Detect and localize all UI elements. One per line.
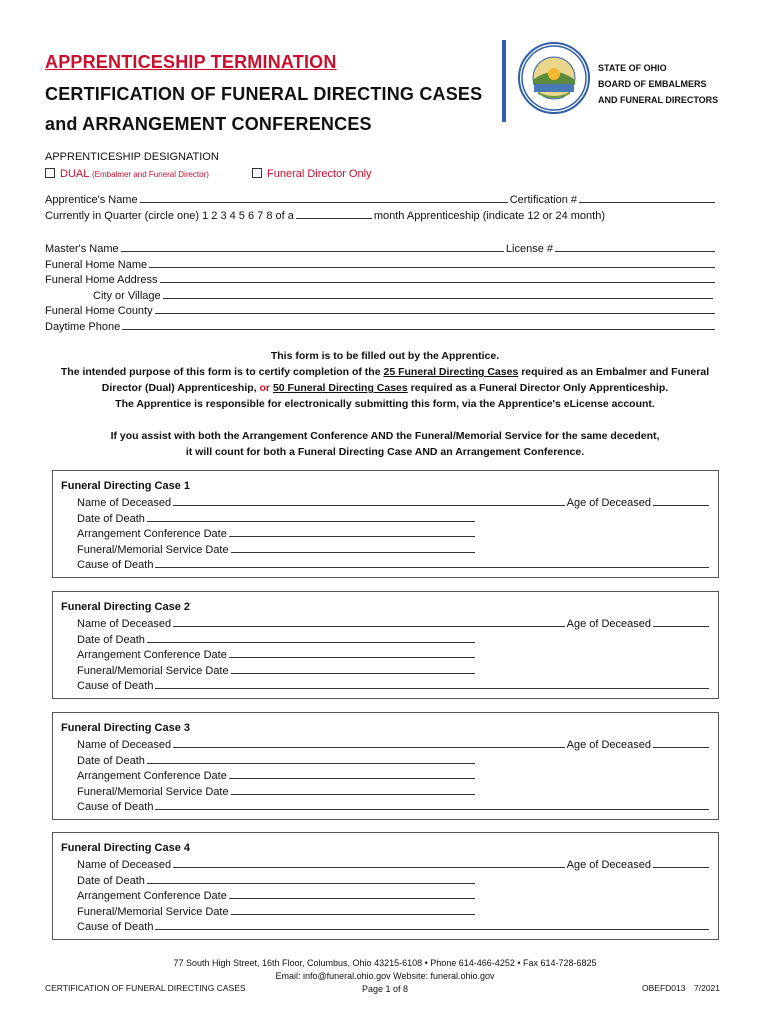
cause-row: [77, 798, 711, 813]
case-box-3: [52, 712, 719, 820]
cause-field[interactable]: [155, 566, 709, 568]
ohio-seal-icon: [518, 42, 590, 114]
deceased-age-field[interactable]: [653, 504, 709, 506]
master-name-field[interactable]: [121, 250, 504, 252]
service-date-row: [77, 662, 477, 677]
cause-field[interactable]: [155, 687, 709, 689]
deceased-age-label: Age of Deceased: [566, 497, 651, 509]
city-field[interactable]: [163, 297, 713, 299]
arrangement-date-label: Arrangement Conference Date: [77, 770, 227, 782]
deceased-name-row: [77, 615, 711, 630]
home-address-field[interactable]: [160, 281, 716, 283]
deceased-name-label: Name of Deceased: [77, 739, 172, 751]
death-date-field[interactable]: [147, 762, 475, 764]
deceased-name-row: [77, 856, 711, 871]
deceased-name-field[interactable]: [173, 746, 564, 748]
deceased-name-row: [77, 494, 711, 509]
form-date: 7/2021: [694, 983, 720, 993]
header-divider: [502, 40, 506, 122]
footer-email-website: Email: info@funeral.ohio.gov Website: funeral.ohio.gov: [275, 971, 495, 981]
arrangement-date-row: [77, 525, 477, 540]
deceased-age-label: Age of Deceased: [566, 618, 651, 630]
phone-row: [45, 318, 717, 333]
quarter-row: [45, 207, 717, 222]
quarter-suffix: month Apprenticeship (indicate 12 or 24 month): [373, 210, 605, 222]
license-field[interactable]: [555, 250, 715, 252]
instruction-line-6: it will count for both a Funeral Directing Case AND an Arrangement Conference.: [185, 446, 585, 458]
case-title: Funeral Directing Case 3: [61, 722, 190, 734]
deceased-age-label: Age of Deceased: [566, 739, 651, 751]
arrangement-date-label: Arrangement Conference Date: [77, 890, 227, 902]
deceased-age-label: Age of Deceased: [566, 859, 651, 871]
service-date-field[interactable]: [231, 672, 475, 674]
cause-label: Cause of Death: [77, 680, 154, 692]
county-field[interactable]: [155, 312, 715, 314]
service-date-label: Funeral/Memorial Service Date: [77, 544, 229, 556]
case-box-4: [52, 832, 719, 940]
arrangement-date-field[interactable]: [229, 777, 475, 779]
case-box-2: [52, 591, 719, 699]
deceased-name-field[interactable]: [173, 866, 564, 868]
license-label: License #: [505, 243, 553, 255]
cause-field[interactable]: [155, 928, 709, 930]
agency-line-1: STATE OF OHIO: [598, 63, 667, 73]
phone-label: Daytime Phone: [45, 321, 121, 333]
case-title: Funeral Directing Case 2: [61, 601, 190, 613]
arrangement-date-row: [77, 887, 477, 902]
deceased-name-label: Name of Deceased: [77, 497, 172, 509]
arrangement-date-field[interactable]: [229, 897, 475, 899]
deceased-name-label: Name of Deceased: [77, 618, 172, 630]
case-box-1: [52, 470, 719, 578]
case-title: Funeral Directing Case 4: [61, 842, 190, 854]
footer-doc-title: CERTIFICATION OF FUNERAL DIRECTING CASES: [45, 983, 246, 993]
death-date-row: [77, 631, 477, 646]
instruction-or: or: [259, 382, 271, 394]
city-label: City or Village: [93, 290, 161, 302]
home-name-row: [45, 256, 717, 271]
death-date-row: [77, 510, 477, 525]
county-label: Funeral Home County: [45, 305, 153, 317]
instruction-line-5: If you assist with both the Arrangement Conference AND the Funeral/Memorial Service for the same decedent,: [110, 430, 660, 442]
death-date-label: Date of Death: [77, 634, 145, 646]
dual-checkbox[interactable]: [45, 168, 55, 178]
instruction-line-3a: Director (Dual) Apprenticeship,: [101, 382, 260, 394]
instruction-line-3: [40, 380, 730, 396]
form-title-line1: CERTIFICATION OF FUNERAL DIRECTING CASES: [45, 84, 483, 104]
deceased-name-field[interactable]: [173, 504, 564, 506]
form-code: OBEFD013: [642, 983, 686, 993]
deceased-age-field[interactable]: [653, 625, 709, 627]
fd-only-option[interactable]: [252, 168, 372, 180]
death-date-field[interactable]: [147, 520, 475, 522]
arrangement-date-field[interactable]: [229, 656, 475, 658]
instruction-line-2a: The intended purpose of this form is to certify completion of the: [60, 366, 384, 378]
instructions: [40, 348, 730, 460]
fd-only-checkbox[interactable]: [252, 168, 262, 178]
form-title-line2: and ARRANGEMENT CONFERENCES: [45, 114, 372, 134]
apprentice-name-row: [45, 191, 717, 206]
home-name-label: Funeral Home Name: [45, 259, 148, 271]
cause-row: [77, 556, 711, 571]
death-date-row: [77, 872, 477, 887]
instruction-line-4: The Apprentice is responsible for electronically submitting this form, via the Apprentice's eLicense account.: [115, 398, 655, 410]
death-date-label: Date of Death: [77, 513, 145, 525]
apprentice-name-field[interactable]: [140, 201, 508, 203]
dual-option[interactable]: [45, 168, 209, 180]
home-name-field[interactable]: [149, 266, 715, 268]
case-title: Funeral Directing Case 1: [61, 480, 190, 492]
service-date-row: [77, 783, 477, 798]
service-date-label: Funeral/Memorial Service Date: [77, 786, 229, 798]
certification-label: Certification #: [509, 194, 577, 206]
agency-line-2: BOARD OF EMBALMERS: [598, 79, 707, 89]
service-date-label: Funeral/Memorial Service Date: [77, 906, 229, 918]
death-date-label: Date of Death: [77, 755, 145, 767]
city-row: [93, 287, 715, 302]
arrangement-date-row: [77, 767, 477, 782]
form-title-red: APPRENTICESHIP TERMINATION: [45, 52, 337, 72]
service-date-field[interactable]: [231, 913, 475, 915]
quarter-label: Currently in Quarter (circle one) 1 2 3 4 5 6 7 8 of a: [45, 210, 294, 222]
death-date-row: [77, 752, 477, 767]
page-number: Page 1 of 8: [361, 984, 409, 994]
apprentice-name-label: Apprentice's Name: [45, 194, 138, 206]
instruction-line-2: [40, 364, 730, 380]
cause-row: [77, 918, 711, 933]
service-date-row: [77, 541, 477, 556]
cause-label: Cause of Death: [77, 921, 154, 933]
deceased-name-row: [77, 736, 711, 751]
home-address-row: [45, 271, 717, 286]
instruction-line-1: This form is to be filled out by the Apprentice.: [270, 350, 500, 362]
deceased-age-field[interactable]: [653, 866, 709, 868]
cause-field[interactable]: [155, 808, 709, 810]
instruction-line-3c: required as a Funeral Director Only Apprenticeship.: [407, 382, 669, 394]
phone-field[interactable]: [122, 328, 715, 330]
dual-label: DUAL: [60, 168, 89, 180]
deceased-age-field[interactable]: [653, 746, 709, 748]
apprenticeship-months-field[interactable]: [296, 217, 372, 219]
arrangement-date-label: Arrangement Conference Date: [77, 649, 227, 661]
fd-only-label: Funeral Director Only: [267, 168, 372, 180]
death-date-field[interactable]: [147, 641, 475, 643]
arrangement-date-field[interactable]: [229, 535, 475, 537]
dual-note: (Embalmer and Funeral Director): [92, 170, 209, 179]
instruction-line-2c: required as an Embalmer and Funeral: [518, 366, 710, 378]
service-date-label: Funeral/Memorial Service Date: [77, 665, 229, 677]
master-name-row: [45, 240, 717, 255]
arrangement-date-label: Arrangement Conference Date: [77, 528, 227, 540]
agency-line-3: AND FUNERAL DIRECTORS: [598, 95, 719, 105]
service-date-field[interactable]: [231, 551, 475, 553]
home-address-label: Funeral Home Address: [45, 274, 158, 286]
master-name-label: Master's Name: [45, 243, 119, 255]
dual-case-count: 25 Funeral Directing Cases: [383, 366, 519, 378]
cause-label: Cause of Death: [77, 559, 154, 571]
arrangement-date-row: [77, 646, 477, 661]
deceased-name-field[interactable]: [173, 625, 564, 627]
death-date-label: Date of Death: [77, 875, 145, 887]
designation-label: APPRENTICESHIP DESIGNATION: [45, 151, 219, 163]
cause-label: Cause of Death: [77, 801, 154, 813]
service-date-field[interactable]: [231, 793, 475, 795]
agency-name: [598, 60, 718, 108]
deceased-name-label: Name of Deceased: [77, 859, 172, 871]
death-date-field[interactable]: [147, 882, 475, 884]
footer-address: 77 South High Street, 16th Floor, Columbus, Ohio 43215-6108 • Phone 614-466-4252 • Fax 614-728-6825: [173, 958, 597, 968]
county-row: [45, 302, 717, 317]
service-date-row: [77, 903, 477, 918]
cause-row: [77, 677, 711, 692]
certification-field[interactable]: [579, 201, 715, 203]
fd-only-case-count: 50 Funeral Directing Cases: [272, 382, 408, 394]
